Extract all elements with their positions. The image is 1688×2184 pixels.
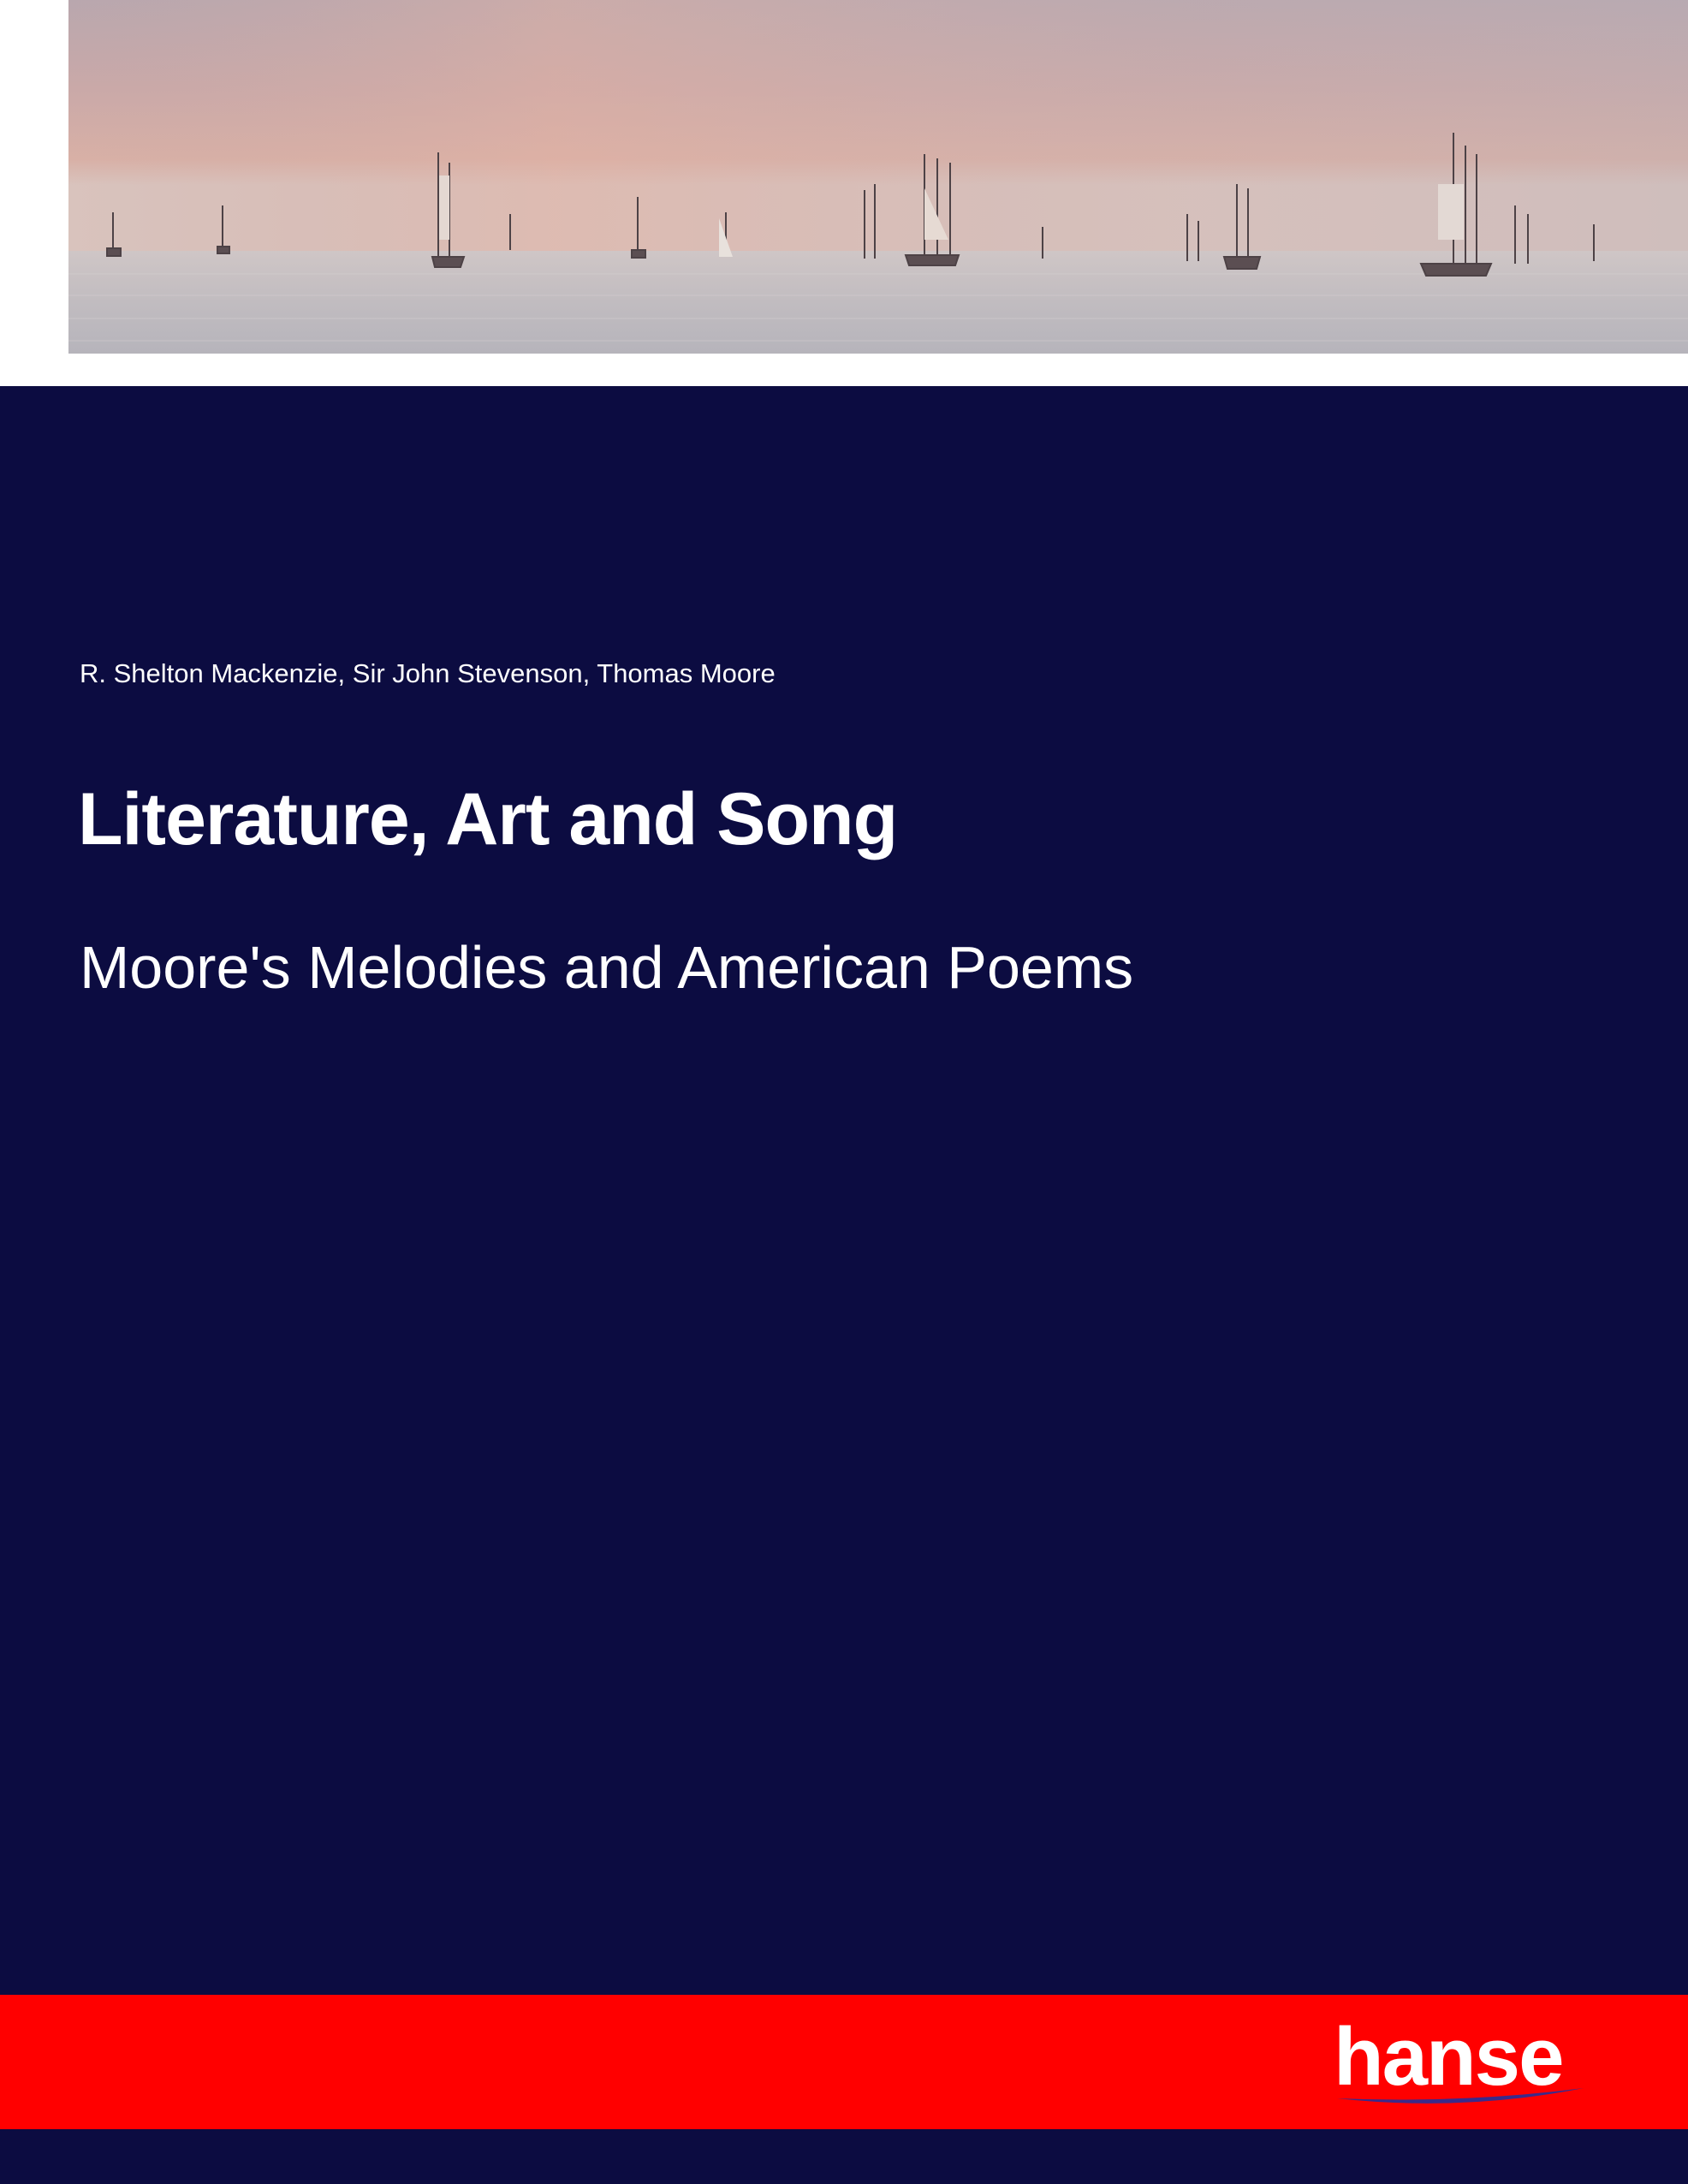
- book-title: Literature, Art and Song: [78, 778, 898, 860]
- cover-panel: [0, 386, 1688, 2184]
- publisher-logo-text: hanse: [1334, 2011, 1563, 2103]
- publisher-logo: [1334, 2011, 1590, 2110]
- author-list: R. Shelton Mackenzie, Sir John Stevenson, Thomas Moore: [80, 658, 776, 688]
- logo-swoosh-icon: [1334, 2076, 1590, 2110]
- tall-ships-photo: [68, 0, 1688, 354]
- book-subtitle: Moore's Melodies and American Poems: [80, 934, 1134, 1001]
